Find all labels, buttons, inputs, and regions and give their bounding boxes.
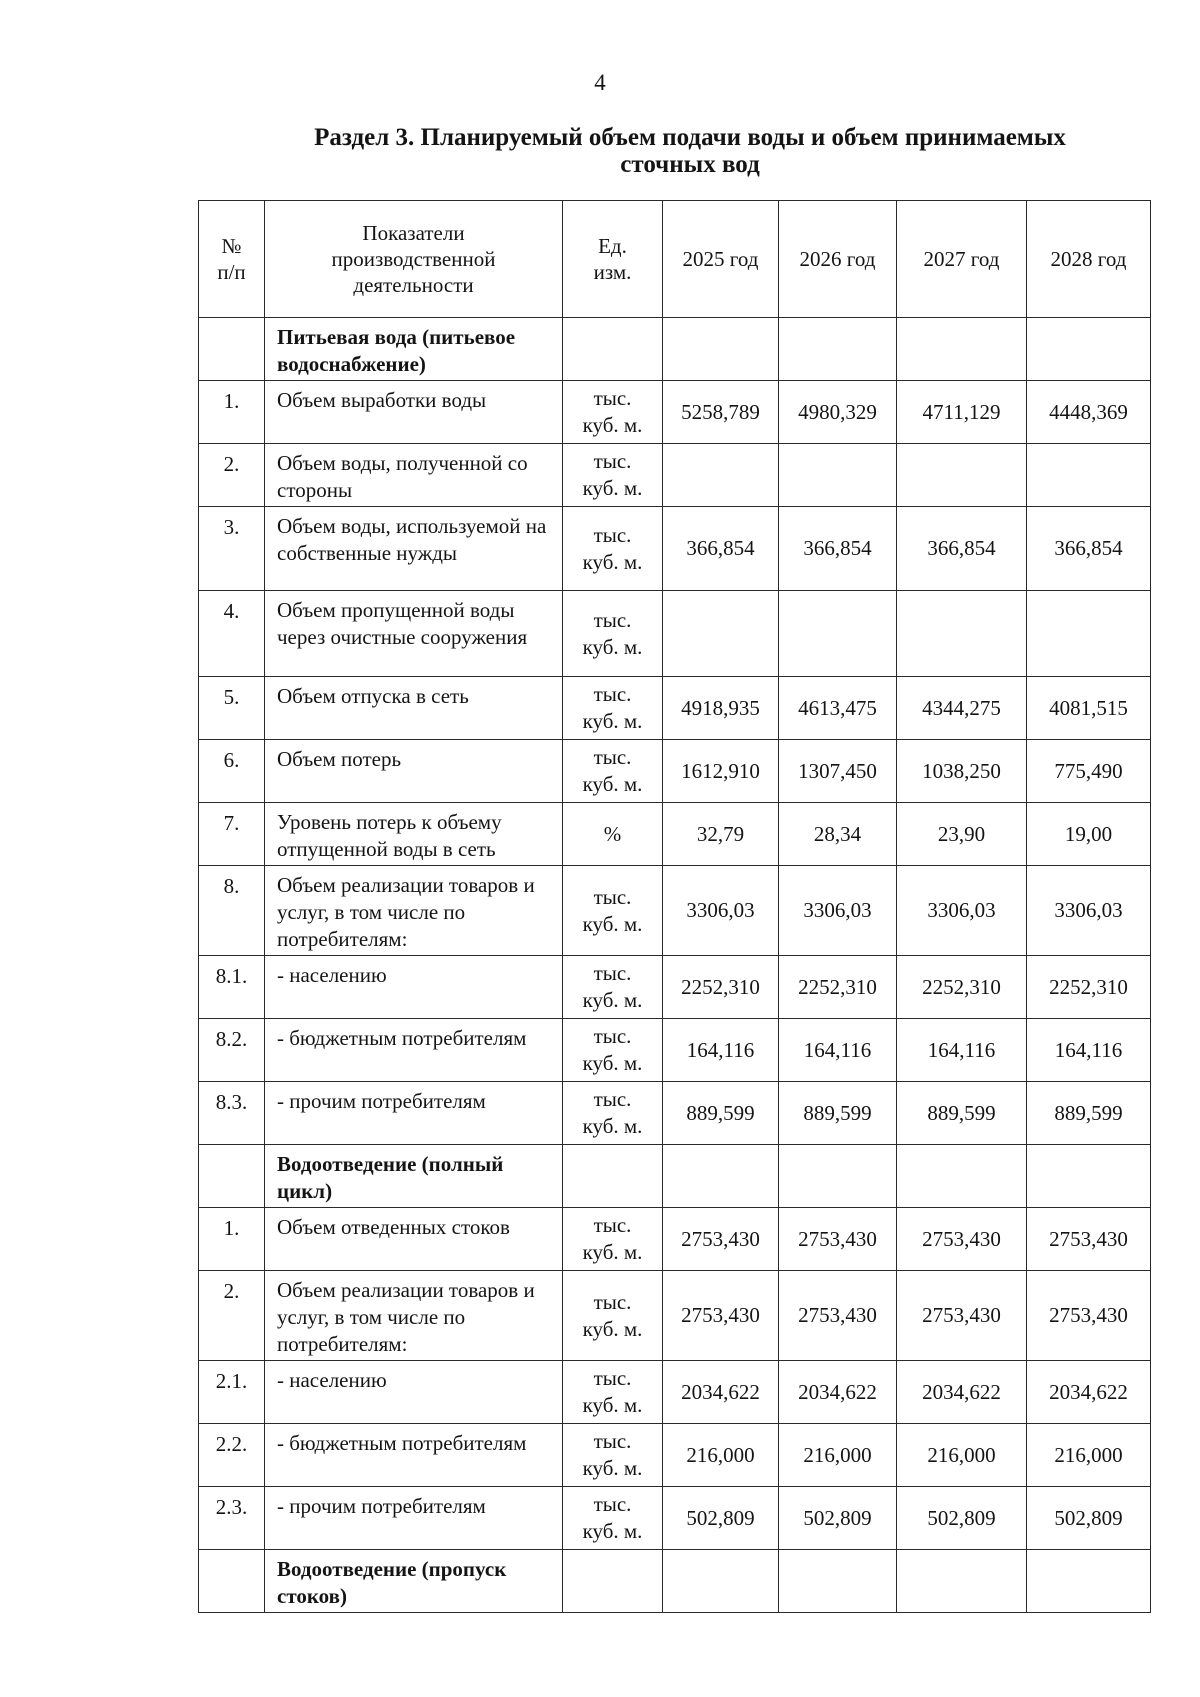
row-unit xyxy=(563,507,663,591)
value-2025: 164,116 xyxy=(663,1019,779,1082)
header-year-2027: 2027 год xyxy=(897,201,1027,318)
row-indicator: Водоотведение (полный цикл) xyxy=(265,1145,563,1208)
value-2028: 216,000 xyxy=(1027,1424,1151,1487)
table-row xyxy=(199,1424,1151,1487)
value-2025: 3306,03 xyxy=(663,866,779,956)
row-unit xyxy=(563,444,663,507)
unit-line: куб. м. xyxy=(582,988,643,1012)
value-2025 xyxy=(663,444,779,507)
value-2026: 216,000 xyxy=(779,1424,897,1487)
row-number: 2. xyxy=(199,1271,265,1361)
table-row xyxy=(199,803,1151,866)
row-unit xyxy=(563,1361,663,1424)
value-2027: 164,116 xyxy=(897,1019,1027,1082)
row-unit xyxy=(563,1082,663,1145)
row-unit xyxy=(563,1208,663,1271)
value-2028: 2753,430 xyxy=(1027,1208,1151,1271)
value-2026: 4613,475 xyxy=(779,677,897,740)
value-2028: 775,490 xyxy=(1027,740,1151,803)
row-unit xyxy=(563,1550,663,1613)
value-2028 xyxy=(1027,318,1151,381)
header-indicator-line: Показатели xyxy=(362,221,465,245)
header-year-2026: 2026 год xyxy=(779,201,897,318)
unit-line: тыс. xyxy=(593,745,632,769)
value-2026 xyxy=(779,591,897,677)
row-number: 1. xyxy=(199,381,265,444)
value-2027 xyxy=(897,591,1027,677)
header-number-line: п/п xyxy=(217,260,246,284)
table-row xyxy=(199,444,1151,507)
unit-line: тыс. xyxy=(593,522,632,547)
value-2027: 2034,622 xyxy=(897,1361,1027,1424)
row-indicator: Объем выработки воды xyxy=(265,381,563,444)
row-number xyxy=(199,1145,265,1208)
value-2026 xyxy=(779,1145,897,1208)
row-number: 8.1. xyxy=(199,956,265,1019)
value-2026: 3306,03 xyxy=(779,866,897,956)
header-number-line: № xyxy=(221,234,242,258)
row-indicator: Объем потерь xyxy=(265,740,563,803)
value-2027: 4344,275 xyxy=(897,677,1027,740)
page-title xyxy=(250,124,1130,178)
value-2025: 32,79 xyxy=(663,803,779,866)
row-unit xyxy=(563,1487,663,1550)
table-row xyxy=(199,740,1151,803)
value-2028: 889,599 xyxy=(1027,1082,1151,1145)
value-2028 xyxy=(1027,1550,1151,1613)
unit-line: куб. м. xyxy=(582,413,643,437)
table-row xyxy=(199,507,1151,591)
unit-line: тыс. xyxy=(593,386,632,410)
unit-line: тыс. xyxy=(593,682,632,706)
row-unit xyxy=(563,740,663,803)
table-row xyxy=(199,1082,1151,1145)
page-title-line-2: сточных вод xyxy=(620,151,760,178)
unit-line: тыс. xyxy=(593,884,632,909)
value-2025 xyxy=(663,1145,779,1208)
row-number xyxy=(199,318,265,381)
unit-line: куб. м. xyxy=(582,709,643,733)
table-row xyxy=(199,866,1151,956)
value-2025: 2753,430 xyxy=(663,1271,779,1361)
unit-line: тыс. xyxy=(593,1492,632,1516)
row-indicator: - прочим потребителям xyxy=(265,1487,563,1550)
value-2027 xyxy=(897,444,1027,507)
value-2025: 2034,622 xyxy=(663,1361,779,1424)
production-table xyxy=(198,200,1150,1613)
unit-line: куб. м. xyxy=(582,1114,643,1138)
row-number: 1. xyxy=(199,1208,265,1271)
row-unit xyxy=(563,866,663,956)
unit-line: тыс. xyxy=(593,607,632,632)
value-2027 xyxy=(897,318,1027,381)
row-indicator: Объем пропущенной воды через очистные сооружения xyxy=(265,591,563,677)
row-indicator: - прочим потребителям xyxy=(265,1082,563,1145)
value-2025: 2753,430 xyxy=(663,1208,779,1271)
header-unit xyxy=(563,201,663,318)
row-indicator: Объем воды, используемой на собственные нужды xyxy=(265,507,563,591)
header-year-2025: 2025 год xyxy=(663,201,779,318)
table-row xyxy=(199,1550,1151,1613)
value-2028 xyxy=(1027,591,1151,677)
table-row xyxy=(199,677,1151,740)
row-number: 2.3. xyxy=(199,1487,265,1550)
value-2026: 2034,622 xyxy=(779,1361,897,1424)
unit-line: тыс. xyxy=(593,1366,632,1390)
table-row xyxy=(199,381,1151,444)
row-number: 3. xyxy=(199,507,265,591)
value-2028: 2252,310 xyxy=(1027,956,1151,1019)
row-unit xyxy=(563,1019,663,1082)
unit-line: куб. м. xyxy=(582,1240,643,1264)
header-indicator-line: производственной xyxy=(331,247,496,271)
row-number: 2.2. xyxy=(199,1424,265,1487)
unit-line: куб. м. xyxy=(582,1051,643,1075)
value-2025: 502,809 xyxy=(663,1487,779,1550)
table-row xyxy=(199,1208,1151,1271)
row-indicator: Объем отпуска в сеть xyxy=(265,677,563,740)
value-2025: 5258,789 xyxy=(663,381,779,444)
value-2025 xyxy=(663,1550,779,1613)
value-2027: 2753,430 xyxy=(897,1208,1027,1271)
value-2026: 889,599 xyxy=(779,1082,897,1145)
value-2026: 366,854 xyxy=(779,507,897,591)
unit-line: куб. м. xyxy=(582,911,643,936)
row-indicator: Объем отведенных стоков xyxy=(265,1208,563,1271)
value-2027: 889,599 xyxy=(897,1082,1027,1145)
table-row xyxy=(199,1019,1151,1082)
row-unit xyxy=(563,381,663,444)
row-unit xyxy=(563,1271,663,1361)
header-unit-line: изм. xyxy=(593,260,632,284)
row-number: 4. xyxy=(199,591,265,677)
row-indicator: Водоотведение (пропуск стоков) xyxy=(265,1550,563,1613)
row-indicator: - населению xyxy=(265,956,563,1019)
row-number: 8. xyxy=(199,866,265,956)
unit-line: куб. м. xyxy=(582,549,643,574)
value-2028: 19,00 xyxy=(1027,803,1151,866)
value-2027: 366,854 xyxy=(897,507,1027,591)
value-2028: 502,809 xyxy=(1027,1487,1151,1550)
value-2026 xyxy=(779,444,897,507)
unit-line: тыс. xyxy=(593,1024,632,1048)
row-number: 8.2. xyxy=(199,1019,265,1082)
header-number xyxy=(199,201,265,318)
table-row xyxy=(199,1361,1151,1424)
table-body xyxy=(199,318,1151,1613)
row-unit xyxy=(563,677,663,740)
header-indicator-line: деятельности xyxy=(353,273,474,297)
value-2028: 164,116 xyxy=(1027,1019,1151,1082)
unit-line: % xyxy=(603,821,622,846)
row-number: 7. xyxy=(199,803,265,866)
table-row xyxy=(199,956,1151,1019)
value-2027: 502,809 xyxy=(897,1487,1027,1550)
value-2027: 216,000 xyxy=(897,1424,1027,1487)
value-2028: 4081,515 xyxy=(1027,677,1151,740)
unit-line: куб. м. xyxy=(582,476,643,500)
value-2025: 1612,910 xyxy=(663,740,779,803)
value-2027: 2252,310 xyxy=(897,956,1027,1019)
value-2027: 2753,430 xyxy=(897,1271,1027,1361)
row-unit xyxy=(563,956,663,1019)
value-2028 xyxy=(1027,444,1151,507)
row-unit xyxy=(563,803,663,866)
row-unit xyxy=(563,1145,663,1208)
value-2027: 3306,03 xyxy=(897,866,1027,956)
unit-line: куб. м. xyxy=(582,1393,643,1417)
value-2025: 889,599 xyxy=(663,1082,779,1145)
value-2028: 2034,622 xyxy=(1027,1361,1151,1424)
row-indicator: Объем воды, полученной со стороны xyxy=(265,444,563,507)
unit-line: тыс. xyxy=(593,1289,632,1314)
row-number: 2. xyxy=(199,444,265,507)
value-2026: 164,116 xyxy=(779,1019,897,1082)
header-year-2028: 2028 год xyxy=(1027,201,1151,318)
data-table xyxy=(198,200,1151,1613)
row-indicator: Объем реализации товаров и услуг, в том числе по потребителям: xyxy=(265,1271,563,1361)
value-2025: 2252,310 xyxy=(663,956,779,1019)
value-2027 xyxy=(897,1550,1027,1613)
value-2027: 4711,129 xyxy=(897,381,1027,444)
unit-line: куб. м. xyxy=(582,1316,643,1341)
value-2025: 366,854 xyxy=(663,507,779,591)
row-number: 6. xyxy=(199,740,265,803)
page-number: 4 xyxy=(594,70,606,95)
value-2028: 4448,369 xyxy=(1027,381,1151,444)
table-row xyxy=(199,1271,1151,1361)
value-2025: 4918,935 xyxy=(663,677,779,740)
value-2026: 28,34 xyxy=(779,803,897,866)
value-2026 xyxy=(779,1550,897,1613)
value-2026 xyxy=(779,318,897,381)
unit-line: тыс. xyxy=(593,1213,632,1237)
value-2026: 2252,310 xyxy=(779,956,897,1019)
header-indicator xyxy=(265,201,563,318)
value-2026: 2753,430 xyxy=(779,1271,897,1361)
table-row xyxy=(199,1145,1151,1208)
page-title-line-1: Раздел 3. Планируемый объем подачи воды и объем принимаемых xyxy=(314,124,1066,151)
value-2028: 3306,03 xyxy=(1027,866,1151,956)
value-2026: 502,809 xyxy=(779,1487,897,1550)
row-number: 5. xyxy=(199,677,265,740)
value-2028: 2753,430 xyxy=(1027,1271,1151,1361)
value-2026: 1307,450 xyxy=(779,740,897,803)
row-unit xyxy=(563,591,663,677)
unit-line: тыс. xyxy=(593,1087,632,1111)
value-2027: 1038,250 xyxy=(897,740,1027,803)
unit-line: куб. м. xyxy=(582,1456,643,1480)
value-2025 xyxy=(663,591,779,677)
header-unit-line: Ед. xyxy=(598,234,627,258)
unit-line: тыс. xyxy=(593,1429,632,1453)
row-indicator: - населению xyxy=(265,1361,563,1424)
value-2025: 216,000 xyxy=(663,1424,779,1487)
row-unit xyxy=(563,318,663,381)
row-indicator: Объем реализации товаров и услуг, в том числе по потребителям: xyxy=(265,866,563,956)
row-number: 2.1. xyxy=(199,1361,265,1424)
row-unit xyxy=(563,1424,663,1487)
unit-line: тыс. xyxy=(593,961,632,985)
row-indicator: Уровень потерь к объему отпущенной воды в сеть xyxy=(265,803,563,866)
unit-line: куб. м. xyxy=(582,1519,643,1543)
value-2027: 23,90 xyxy=(897,803,1027,866)
table-row xyxy=(199,318,1151,381)
unit-line: тыс. xyxy=(593,449,632,473)
unit-line: куб. м. xyxy=(582,634,643,659)
value-2026: 4980,329 xyxy=(779,381,897,444)
table-header-row xyxy=(199,201,1151,318)
value-2026: 2753,430 xyxy=(779,1208,897,1271)
row-number xyxy=(199,1550,265,1613)
value-2025 xyxy=(663,318,779,381)
row-number: 8.3. xyxy=(199,1082,265,1145)
value-2027 xyxy=(897,1145,1027,1208)
row-indicator: Питьевая вода (питьевое водоснабжение) xyxy=(265,318,563,381)
row-indicator: - бюджетным потребителям xyxy=(265,1424,563,1487)
unit-line: куб. м. xyxy=(582,772,643,796)
row-indicator: - бюджетным потребителям xyxy=(265,1019,563,1082)
table-row xyxy=(199,591,1151,677)
table-row xyxy=(199,1487,1151,1550)
value-2028 xyxy=(1027,1145,1151,1208)
value-2028: 366,854 xyxy=(1027,507,1151,591)
